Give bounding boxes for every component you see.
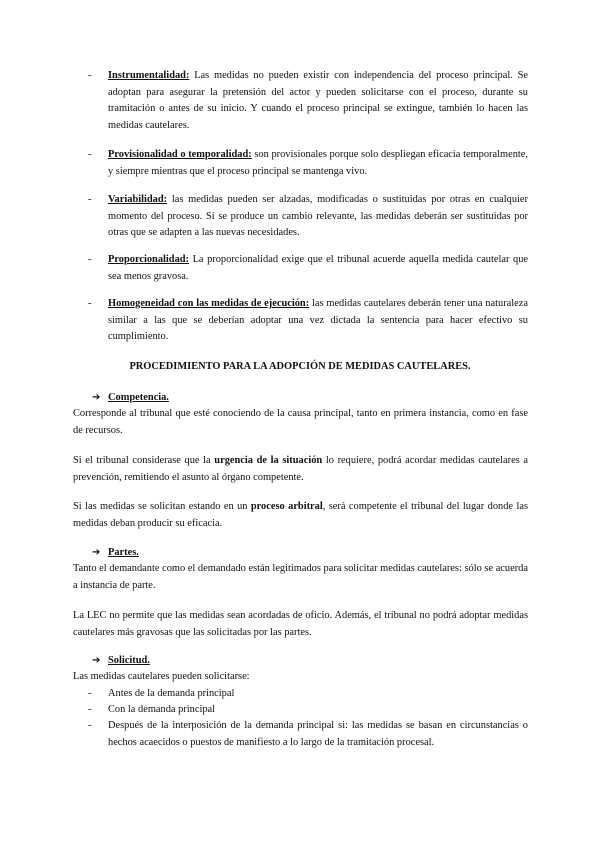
list-item: [88, 686, 528, 703]
term-label: Proporcionalidad:: [108, 254, 190, 265]
heading-label: Partes.: [108, 547, 139, 558]
heading-label: Solicitud.: [108, 655, 150, 666]
term-text: son provisionales porque solo despliegan eficacia temporalmente, y siempre mientras que el proceso principal se mantenga vivo.: [108, 149, 528, 177]
text-segment: Si el tribunal considerase que la: [73, 455, 215, 466]
term-text: Las medidas no pueden existir con independencia del proceso principal. Se adoptan para asegurar la pretensión del actor y pueden solicitarse con el proceso, durante su tramitación o antes de su inicio. Y cuando el proceso principal se extingue, también lo hacen las medidas cautelares.: [108, 70, 528, 131]
heading-partes: [92, 545, 139, 562]
paragraph-partes-1: Tanto el demandante como el demandado están legitimados para solicitar medidas cautelares: sólo se acuerda a instancia de parte.: [73, 563, 528, 591]
text-bold: urgencia de la situación: [214, 455, 323, 466]
paragraph-competencia-1: Corresponde al tribunal que esté conociendo de la causa principal, tanto en primera instancia, como en fase de recursos.: [73, 408, 528, 436]
term-text: La proporcionalidad exige que el tribunal acuerde aquella medida cautelar que sea menos gravosa.: [108, 254, 528, 282]
text-segment: , será competente el tribunal del lugar donde las medidas deban producir su eficacia.: [73, 501, 528, 529]
list-item-text: Después de la interposición de la demanda principal si: las medidas se basan en circunstancias o hechos acaecidos o puestos de manifiesto a lo largo de la tramitación procesal.: [108, 720, 528, 748]
bullet-dash: -: [88, 298, 92, 309]
arrow-icon: ➔: [92, 547, 101, 558]
list-item-text: Con la demanda principal: [108, 704, 216, 715]
list-item: [88, 718, 528, 751]
paragraph-competencia-3: [73, 499, 528, 532]
bullet-dash: -: [88, 254, 92, 265]
paragraph-partes-2: La LEC no permite que las medidas sean acordadas de oficio. Además, el tribunal no podrá adoptar medidas cautelares más gravosas que las solicitadas por las partes.: [73, 610, 528, 638]
text-bold: proceso arbitral: [250, 501, 323, 512]
list-item-text: Antes de la demanda principal: [108, 688, 235, 699]
bullet-dash: -: [88, 149, 92, 160]
bullet-dash: -: [88, 688, 92, 699]
characteristic-instrumentalidad: [88, 68, 528, 134]
heading-solicitud: [92, 653, 150, 670]
heading-label: Competencia.: [108, 392, 169, 403]
bullet-dash: -: [88, 704, 92, 715]
text-segment: lo requiere, podrá acordar medidas cautelares a prevención, remitiendo el asunto al órgano competente.: [73, 455, 528, 483]
bullet-dash: -: [88, 70, 92, 81]
heading-competencia: [92, 390, 169, 407]
bullet-dash: -: [88, 720, 92, 731]
characteristic-variabilidad: [88, 192, 528, 242]
term-label: Homogeneidad con las medidas de ejecución:: [108, 298, 310, 309]
characteristic-homogeneidad: [88, 296, 528, 346]
term-text: las medidas cautelares deberán tener una naturaleza similar a las que se deberían adoptar una vez dictada la sentencia para hacer efectivo su cumplimiento.: [108, 298, 528, 343]
term-label: Provisionalidad o temporalidad:: [108, 149, 252, 160]
arrow-icon: ➔: [92, 392, 101, 403]
characteristic-proporcionalidad: [88, 252, 528, 285]
text-segment: Si las medidas se solicitan estando en un: [73, 501, 251, 512]
paragraph-competencia-2: [73, 453, 528, 486]
paragraph-solicitud-intro: Las medidas cautelares pueden solicitarse:: [73, 671, 250, 682]
list-item: [88, 702, 528, 719]
term-label: Instrumentalidad:: [108, 70, 190, 81]
section-title: PROCEDIMIENTO PARA LA ADOPCIÓN DE MEDIDAS CAUTELARES.: [129, 361, 471, 372]
term-text: las medidas pueden ser alzadas, modificadas o sustituidas por otras en cualquier momento del proceso. Si se produce un cambio relevante, las medidas deberán ser sustituidas por otras que se adapten a las nuevas necesidades.: [108, 194, 528, 239]
arrow-icon: ➔: [92, 655, 101, 666]
characteristic-provisionalidad: [88, 147, 528, 180]
term-label: Variabilidad:: [108, 194, 168, 205]
bullet-dash: -: [88, 194, 92, 205]
